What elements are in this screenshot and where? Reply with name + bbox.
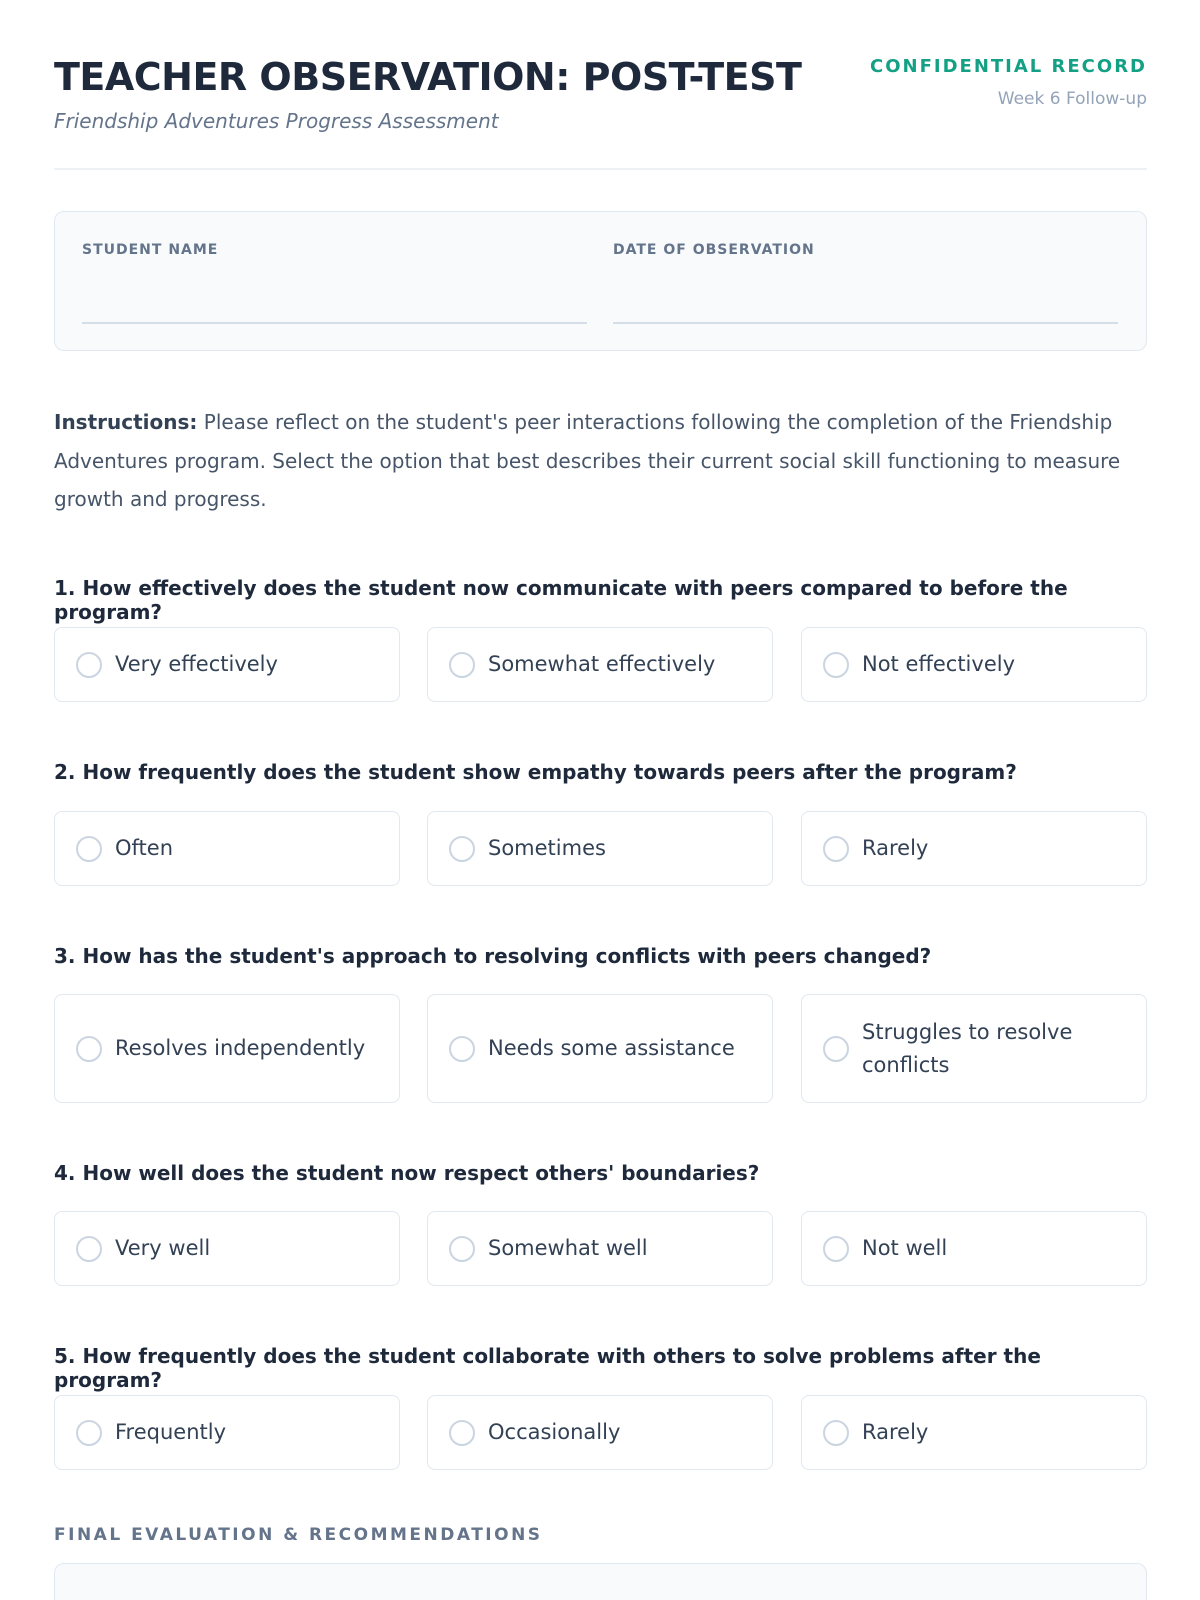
- radio-icon[interactable]: [76, 1036, 102, 1062]
- q3-option-resolves-independently[interactable]: [54, 994, 400, 1103]
- radio-icon[interactable]: [823, 836, 849, 862]
- q1-option-very-effectively[interactable]: [54, 627, 400, 702]
- question-3: 3. How has the student's approach to resolving conflicts with peers changed?: [54, 944, 932, 968]
- final-evaluation-label: FINAL EVALUATION & RECOMMENDATIONS: [54, 1525, 543, 1545]
- q4-option-somewhat-well[interactable]: [427, 1211, 773, 1286]
- student-name-label: STUDENT NAME: [82, 242, 219, 258]
- student-info-box: [54, 211, 1147, 351]
- option-label: Rarely: [862, 836, 929, 860]
- page-subtitle: Friendship Adventures Progress Assessment: [54, 109, 499, 133]
- date-label: DATE OF OBSERVATION: [613, 242, 815, 258]
- radio-icon[interactable]: [449, 836, 475, 862]
- q4-option-not-well[interactable]: [801, 1211, 1147, 1286]
- radio-icon[interactable]: [76, 1236, 102, 1262]
- radio-icon[interactable]: [76, 652, 102, 678]
- instructions: [54, 403, 1147, 519]
- option-label: Not effectively: [862, 652, 1015, 676]
- option-label: Rarely: [862, 1420, 929, 1444]
- q1-option-somewhat-effectively[interactable]: [427, 627, 773, 702]
- q2-option-rarely[interactable]: [801, 811, 1147, 886]
- radio-icon[interactable]: [823, 652, 849, 678]
- question-4: 4. How well does the student now respect others' boundaries?: [54, 1161, 760, 1185]
- radio-icon[interactable]: [76, 836, 102, 862]
- radio-icon[interactable]: [449, 1036, 475, 1062]
- option-label: Resolves independently: [115, 1036, 366, 1060]
- q1-option-not-effectively[interactable]: [801, 627, 1147, 702]
- radio-icon[interactable]: [823, 1236, 849, 1262]
- question-2: 2. How frequently does the student show empathy towards peers after the program?: [54, 760, 1017, 784]
- radio-icon[interactable]: [449, 652, 475, 678]
- student-name-field[interactable]: [82, 322, 587, 324]
- radio-icon[interactable]: [449, 1420, 475, 1446]
- q3-option-struggles[interactable]: [801, 994, 1147, 1103]
- option-label: Needs some assistance: [488, 1036, 735, 1060]
- option-label: Very well: [115, 1236, 211, 1260]
- week-label: Week 6 Follow-up: [997, 89, 1147, 109]
- option-label: Somewhat effectively: [488, 652, 716, 676]
- instructions-lead: Instructions:: [54, 410, 198, 434]
- option-label: Sometimes: [488, 836, 606, 860]
- option-label: Struggles to resolve conflicts: [862, 1019, 1073, 1077]
- q5-option-frequently[interactable]: [54, 1395, 400, 1470]
- date-field[interactable]: [613, 322, 1118, 324]
- form-header: [54, 0, 1147, 170]
- option-label: Very effectively: [115, 652, 278, 676]
- q3-option-needs-assistance[interactable]: [427, 994, 773, 1103]
- option-label: Somewhat well: [488, 1236, 648, 1260]
- q4-option-very-well[interactable]: [54, 1211, 400, 1286]
- radio-icon[interactable]: [449, 1236, 475, 1262]
- q2-option-sometimes[interactable]: [427, 811, 773, 886]
- confidential-badge: CONFIDENTIAL RECORD: [870, 56, 1147, 77]
- radio-icon[interactable]: [823, 1036, 849, 1062]
- final-evaluation-textarea[interactable]: [54, 1563, 1147, 1600]
- option-label: Occasionally: [488, 1420, 621, 1444]
- radio-icon[interactable]: [76, 1420, 102, 1446]
- option-label: Not well: [862, 1236, 948, 1260]
- option-label: Often: [115, 836, 174, 860]
- page-title: TEACHER OBSERVATION: POST-TEST: [54, 55, 802, 99]
- q5-option-occasionally[interactable]: [427, 1395, 773, 1470]
- question-1: 1. How effectively does the student now communicate with peers compared to before the program?: [54, 576, 1068, 624]
- q5-option-rarely[interactable]: [801, 1395, 1147, 1470]
- question-5: 5. How frequently does the student collaborate with others to solve problems after the program?: [54, 1344, 1041, 1392]
- instructions-text: Please reflect on the student's peer interactions following the completion of the Friendship Adventures program. Select the option that best describes their current social skill functioning to measure growth and progress.: [54, 410, 1121, 511]
- option-label: Frequently: [115, 1420, 227, 1444]
- radio-icon[interactable]: [823, 1420, 849, 1446]
- observation-form: [54, 0, 1147, 1545]
- q2-option-often[interactable]: [54, 811, 400, 886]
